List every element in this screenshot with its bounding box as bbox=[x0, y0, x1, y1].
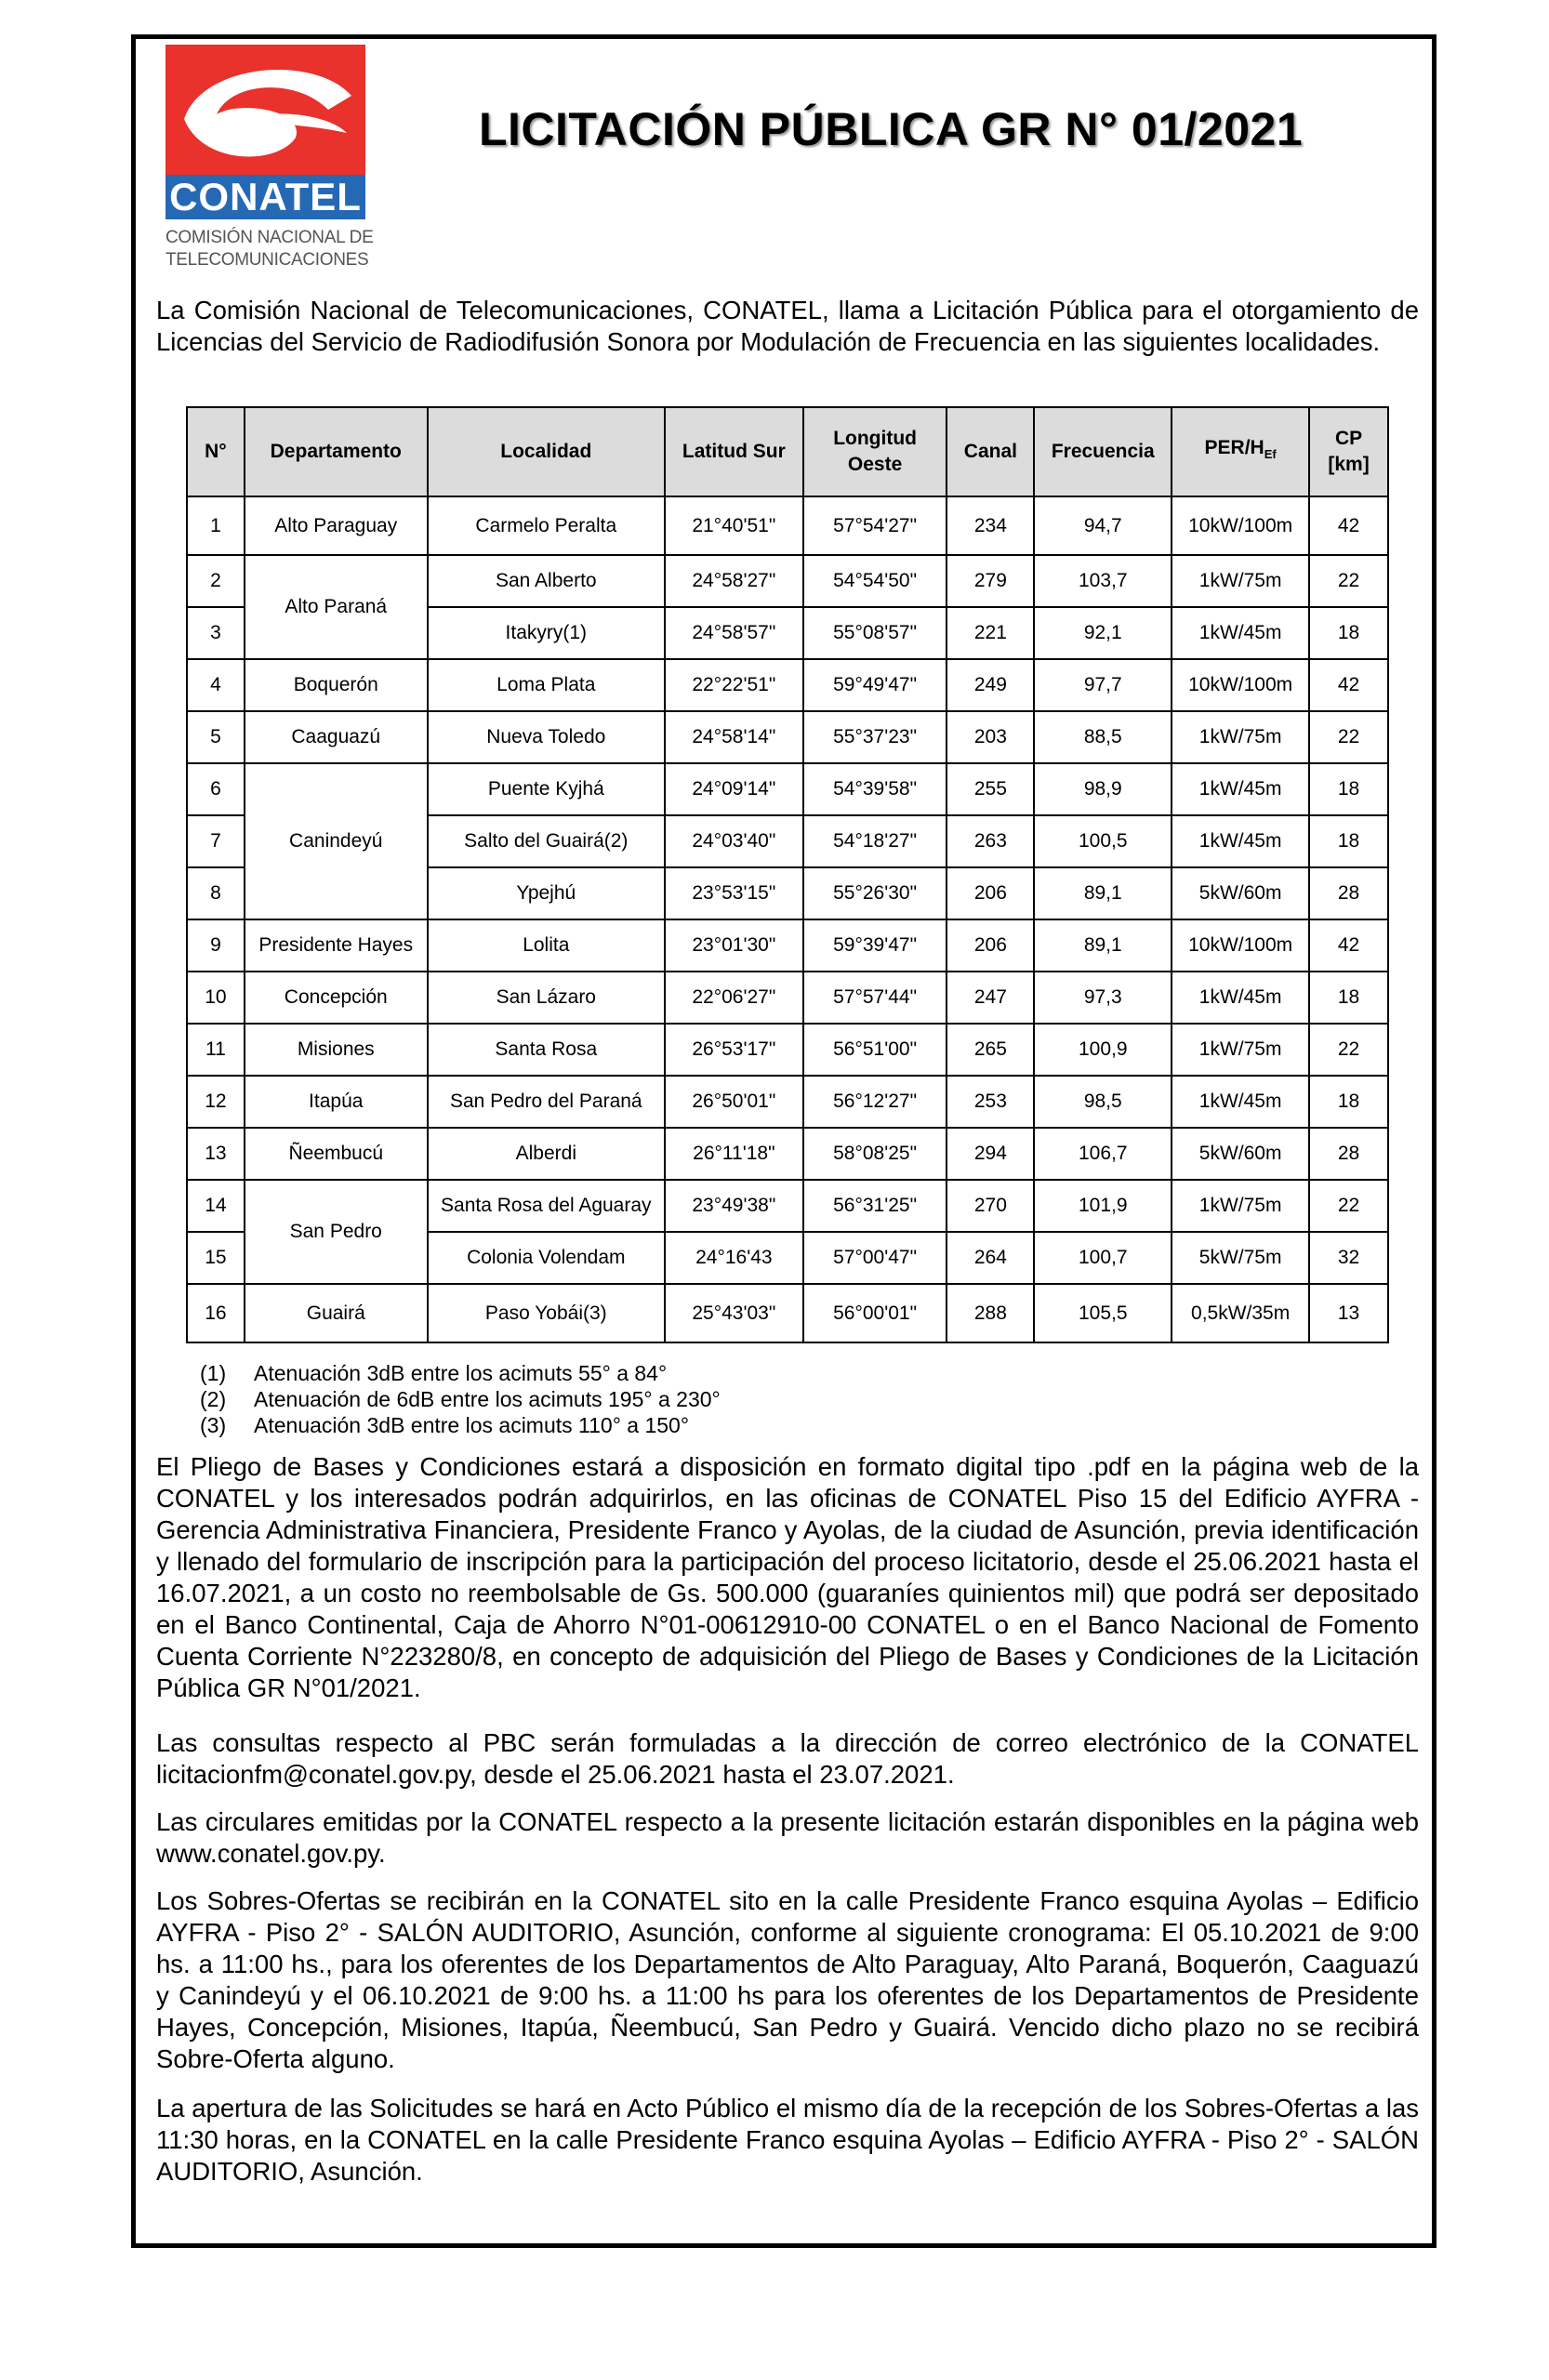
circulares-paragraph: Las circulares emitidas por la CONATEL respecto a la presente licitación estarán disponibles en la página web www.conatel.gov.py. bbox=[156, 1807, 1419, 1868]
table-cell: 18 bbox=[1309, 815, 1388, 867]
table-cell: 89,1 bbox=[1034, 867, 1172, 919]
table-cell: 56°31'25" bbox=[803, 1180, 947, 1232]
header-latitud: Latitud Sur bbox=[665, 407, 803, 496]
table-cell: Carmelo Peralta bbox=[428, 496, 665, 555]
table-row bbox=[187, 1128, 1388, 1180]
table-cell: 18 bbox=[1309, 763, 1388, 815]
table-cell: Ypejhú bbox=[428, 867, 665, 919]
table-cell: Misiones bbox=[245, 1024, 428, 1076]
table-cell: 1kW/45m bbox=[1172, 972, 1309, 1024]
table-cell: 57°54'27" bbox=[803, 496, 947, 555]
sobres-paragraph: Los Sobres-Ofertas se recibirán en la CONATEL sito en la calle Presidente Franco esquina Ayolas – Edificio AYFRA - Piso 2° - SALÓN AUDITORIO, Asunción, conforme al siguiente cronograma: El 05.10.2021 de 9:00 hs. a 11:00 hs., para los oferentes de los Departamentos de Alto Paraguay, Alto Paraná, Boquerón, Caaguazú y Canindeyú y el 06.10.2021 de 9:00 hs. a 11:00 hs para los oferentes de los Departamentos de Presidente Hayes, Concepción, Misiones, Itapúa, Ñeembucú, San Pedro y Guairá. Vencido dicho plazo no se recibirá Sobre-Oferta alguno. bbox=[156, 1886, 1419, 2073]
header-departamento: Departamento bbox=[245, 407, 428, 496]
consultas-paragraph: Las consultas respecto al PBC serán formuladas a la dirección de correo electrónico de la CONATEL licitacionfm@conatel.gov.py, desde el 25.06.2021 hasta el 23.07.2021. bbox=[156, 1728, 1419, 1789]
table-cell: 13 bbox=[1309, 1284, 1388, 1342]
table-cell: 22 bbox=[1309, 555, 1388, 607]
table-cell: Puente Kyjhá bbox=[428, 763, 665, 815]
table-cell: 5kW/75m bbox=[1172, 1232, 1309, 1284]
table-cell: 22°22'51" bbox=[665, 659, 803, 711]
table-cell: 26°53'17" bbox=[665, 1024, 803, 1076]
header-n: N° bbox=[187, 407, 245, 496]
table-cell: 100,7 bbox=[1034, 1232, 1172, 1284]
table-cell: Paso Yobái(3) bbox=[428, 1284, 665, 1342]
table-cell: 56°12'27" bbox=[803, 1076, 947, 1128]
table-cell: Salto del Guairá(2) bbox=[428, 815, 665, 867]
table-cell: Ñeembucú bbox=[245, 1128, 428, 1180]
table-cell: 10 bbox=[187, 972, 245, 1024]
table-cell: 1kW/45m bbox=[1172, 607, 1309, 659]
logo-subtitle-line1: COMISIÓN NACIONAL DE bbox=[165, 228, 374, 247]
table-cell: 12 bbox=[187, 1076, 245, 1128]
table-cell: 288 bbox=[947, 1284, 1034, 1342]
table-cell: 106,7 bbox=[1034, 1128, 1172, 1180]
table-cell: 54°39'58" bbox=[803, 763, 947, 815]
table-cell: 234 bbox=[947, 496, 1034, 555]
table-cell: 57°00'47" bbox=[803, 1232, 947, 1284]
table-cell: 22 bbox=[1309, 711, 1388, 763]
table-cell: 206 bbox=[947, 867, 1034, 919]
table-cell: 24°16'43 bbox=[665, 1232, 803, 1284]
table-cell: 22°06'27" bbox=[665, 972, 803, 1024]
table-cell: 1kW/75m bbox=[1172, 1024, 1309, 1076]
localities-table bbox=[186, 406, 1389, 1343]
table-cell: 255 bbox=[947, 763, 1034, 815]
table-cell: 1kW/45m bbox=[1172, 815, 1309, 867]
table-footnotes bbox=[200, 1360, 721, 1438]
table-cell: 5 bbox=[187, 711, 245, 763]
table-cell: 270 bbox=[947, 1180, 1034, 1232]
table-cell: 1kW/75m bbox=[1172, 711, 1309, 763]
table-cell: 3 bbox=[187, 607, 245, 659]
footnote: (2) Atenuación de 6dB entre los acimuts 195° a 230° bbox=[200, 1387, 721, 1411]
table-cell: 28 bbox=[1309, 1128, 1388, 1180]
table-row bbox=[187, 659, 1388, 711]
table-cell: 1kW/75m bbox=[1172, 1180, 1309, 1232]
table-row bbox=[187, 763, 1388, 815]
table-cell: 59°49'47" bbox=[803, 659, 947, 711]
table-cell: 26°50'01" bbox=[665, 1076, 803, 1128]
logo-brand: CONATEL bbox=[165, 175, 365, 219]
table-cell: 294 bbox=[947, 1128, 1034, 1180]
table-cell: 89,1 bbox=[1034, 919, 1172, 972]
table-cell: 100,9 bbox=[1034, 1024, 1172, 1076]
table-cell: 98,9 bbox=[1034, 763, 1172, 815]
table-cell: Concepción bbox=[245, 972, 428, 1024]
table-cell: 18 bbox=[1309, 972, 1388, 1024]
table-row bbox=[187, 496, 1388, 555]
header-per: PER/$H_{Ef}$ bbox=[1172, 407, 1309, 496]
table-cell: Alberdi bbox=[428, 1128, 665, 1180]
table-cell: 24°58'57" bbox=[665, 607, 803, 659]
table-row bbox=[187, 1180, 1388, 1232]
table-cell: 54°54'50" bbox=[803, 555, 947, 607]
table-header-row bbox=[187, 407, 1388, 496]
table-row bbox=[187, 972, 1388, 1024]
table-cell: 24°58'27" bbox=[665, 555, 803, 607]
table-cell: Colonia Volendam bbox=[428, 1232, 665, 1284]
table-cell: 56°51'00" bbox=[803, 1024, 947, 1076]
table-cell: 264 bbox=[947, 1232, 1034, 1284]
table-row bbox=[187, 1024, 1388, 1076]
table-cell: 23°01'30" bbox=[665, 919, 803, 972]
table-cell: 2 bbox=[187, 555, 245, 607]
pliego-paragraph: El Pliego de Bases y Condiciones estará a disposición en formato digital tipo .pdf en la página web de la CONATEL y los interesados podrán adquirirlos, en las oficinas de CONATEL Piso 15 del Edificio AYFRA - Gerencia Administrativa Financiera, Presidente Franco y Ayolas, de la ciudad de Asunción, previa identificación y llenado del formulario de inscripción para la participación del proceso licitatorio, desde el 25.06.2021 hasta el 16.07.2021, a un costo no reembolsable de Gs. 500.000 (guaraníes quinientos mil) que podrá ser depositado en el Banco Continental, Caja de Ahorro N°01-00612910-00 CONATEL o en el Banco Nacional de Fomento Cuenta Corriente N°223280/8, en concepto de adquisición del Pliego de Bases y Condiciones de la Licitación Pública GR N°01/2021. bbox=[156, 1452, 1419, 1702]
table-cell: 21°40'51" bbox=[665, 496, 803, 555]
table-cell: San Alberto bbox=[428, 555, 665, 607]
table-cell: Santa Rosa del Aguaray bbox=[428, 1180, 665, 1232]
table-cell: 42 bbox=[1309, 659, 1388, 711]
footnote: (3) Atenuación 3dB entre los acimuts 110° a 150° bbox=[200, 1413, 690, 1437]
table-cell: 54°18'27" bbox=[803, 815, 947, 867]
table-row bbox=[187, 1284, 1388, 1342]
table-cell: 7 bbox=[187, 815, 245, 867]
table-cell: 263 bbox=[947, 815, 1034, 867]
page-title: LICITACIÓN PÚBLICA GR N° 01/2021 bbox=[479, 103, 1304, 155]
header-longitud: Longitud Oeste bbox=[803, 407, 947, 496]
table-cell: 5kW/60m bbox=[1172, 1128, 1309, 1180]
table-cell: Loma Plata bbox=[428, 659, 665, 711]
table-cell: 58°08'25" bbox=[803, 1128, 947, 1180]
table-cell: Itakyry(1) bbox=[428, 607, 665, 659]
table-cell: 42 bbox=[1309, 496, 1388, 555]
table-cell: 206 bbox=[947, 919, 1034, 972]
table-cell: 1kW/45m bbox=[1172, 1076, 1309, 1128]
table-cell: 28 bbox=[1309, 867, 1388, 919]
table-cell: 103,7 bbox=[1034, 555, 1172, 607]
table-cell: 0,5kW/35m bbox=[1172, 1284, 1309, 1342]
table-cell: 59°39'47" bbox=[803, 919, 947, 972]
logo-subtitle-line2: TELECOMUNICACIONES bbox=[165, 250, 369, 270]
table-cell: 10kW/100m bbox=[1172, 659, 1309, 711]
table-row bbox=[187, 555, 1388, 607]
table-cell: 97,7 bbox=[1034, 659, 1172, 711]
table-cell: 88,5 bbox=[1034, 711, 1172, 763]
table-cell: 22 bbox=[1309, 1180, 1388, 1232]
table-cell: 98,5 bbox=[1034, 1076, 1172, 1128]
table-cell: 1kW/45m bbox=[1172, 763, 1309, 815]
table-cell: Itapúa bbox=[245, 1076, 428, 1128]
table-cell: 253 bbox=[947, 1076, 1034, 1128]
table-cell: 1kW/75m bbox=[1172, 555, 1309, 607]
table-cell: 10kW/100m bbox=[1172, 919, 1309, 972]
table-cell: Alto Paraguay bbox=[245, 496, 428, 555]
table-cell: Alto Paraná bbox=[245, 555, 428, 659]
table-cell: Guairá bbox=[245, 1284, 428, 1342]
table-cell: 101,9 bbox=[1034, 1180, 1172, 1232]
table-cell: 55°37'23" bbox=[803, 711, 947, 763]
table-cell: 14 bbox=[187, 1180, 245, 1232]
table-cell: Santa Rosa bbox=[428, 1024, 665, 1076]
logo-subtitle bbox=[165, 227, 379, 271]
table-cell: 23°53'15" bbox=[665, 867, 803, 919]
table-cell: 5kW/60m bbox=[1172, 867, 1309, 919]
table-cell: 105,5 bbox=[1034, 1284, 1172, 1342]
table-cell: San Pedro del Paraná bbox=[428, 1076, 665, 1128]
table-cell: Lolita bbox=[428, 919, 665, 972]
header-canal: Canal bbox=[947, 407, 1034, 496]
table-cell: Caaguazú bbox=[245, 711, 428, 763]
table-row bbox=[187, 711, 1388, 763]
table-cell: 265 bbox=[947, 1024, 1034, 1076]
table-cell: 15 bbox=[187, 1232, 245, 1284]
table-cell: 32 bbox=[1309, 1232, 1388, 1284]
table-cell: 10kW/100m bbox=[1172, 496, 1309, 555]
table-cell: 11 bbox=[187, 1024, 245, 1076]
header-localidad: Localidad bbox=[428, 407, 665, 496]
intro-paragraph: La Comisión Nacional de Telecomunicaciones, CONATEL, llama a Licitación Pública para el otorgamiento de Licencias del Servicio de Radiodifusión Sonora por Modulación de Frecuencia en las siguientes localidades. bbox=[156, 296, 1419, 356]
table-cell: 8 bbox=[187, 867, 245, 919]
table-cell: 24°09'14" bbox=[665, 763, 803, 815]
table-cell: 23°49'38" bbox=[665, 1180, 803, 1232]
conatel-logo bbox=[165, 45, 374, 272]
header-frecuencia: Frecuencia bbox=[1034, 407, 1172, 496]
table-cell: 16 bbox=[187, 1284, 245, 1342]
table-cell: San Lázaro bbox=[428, 972, 665, 1024]
table-cell: 6 bbox=[187, 763, 245, 815]
table-cell: 92,1 bbox=[1034, 607, 1172, 659]
table-cell: 279 bbox=[947, 555, 1034, 607]
table-row bbox=[187, 919, 1388, 972]
table-cell: 56°00'01" bbox=[803, 1284, 947, 1342]
apertura-paragraph: La apertura de las Solicitudes se hará en Acto Público el mismo día de la recepción de los Sobres-Ofertas a las 11:30 horas, en la CONATEL en la calle Presidente Franco esquina Ayolas – Edificio AYFRA - Piso 2° - SALÓN AUDITORIO, Asunción. bbox=[156, 2094, 1419, 2186]
table-cell: 247 bbox=[947, 972, 1034, 1024]
table-cell: 55°08'57" bbox=[803, 607, 947, 659]
table-cell: 22 bbox=[1309, 1024, 1388, 1076]
table-cell: Canindeyú bbox=[245, 763, 428, 919]
table-cell: 9 bbox=[187, 919, 245, 972]
header-cp: CP [km] bbox=[1309, 407, 1388, 496]
table-cell: Boquerón bbox=[245, 659, 428, 711]
table-cell: 100,5 bbox=[1034, 815, 1172, 867]
table-row bbox=[187, 1076, 1388, 1128]
table-cell: 221 bbox=[947, 607, 1034, 659]
table-cell: 24°58'14" bbox=[665, 711, 803, 763]
table-cell: 25°43'03" bbox=[665, 1284, 803, 1342]
table-cell: 94,7 bbox=[1034, 496, 1172, 555]
table-cell: 13 bbox=[187, 1128, 245, 1180]
table-cell: San Pedro bbox=[245, 1180, 428, 1284]
table-cell: 18 bbox=[1309, 1076, 1388, 1128]
table-cell: 55°26'30" bbox=[803, 867, 947, 919]
table-cell: 26°11'18" bbox=[665, 1128, 803, 1180]
table-cell: 249 bbox=[947, 659, 1034, 711]
table-cell: 42 bbox=[1309, 919, 1388, 972]
table-cell: Nueva Toledo bbox=[428, 711, 665, 763]
table-cell: 18 bbox=[1309, 607, 1388, 659]
table-cell: 203 bbox=[947, 711, 1034, 763]
table-cell: Presidente Hayes bbox=[245, 919, 428, 972]
table-cell: 97,3 bbox=[1034, 972, 1172, 1024]
table-cell: 4 bbox=[187, 659, 245, 711]
table-cell: 24°03'40" bbox=[665, 815, 803, 867]
table-cell: 1 bbox=[187, 496, 245, 555]
footnote: (1) Atenuación 3dB entre los acimuts 55° a 84° bbox=[200, 1361, 668, 1385]
table-cell: 57°57'44" bbox=[803, 972, 947, 1024]
